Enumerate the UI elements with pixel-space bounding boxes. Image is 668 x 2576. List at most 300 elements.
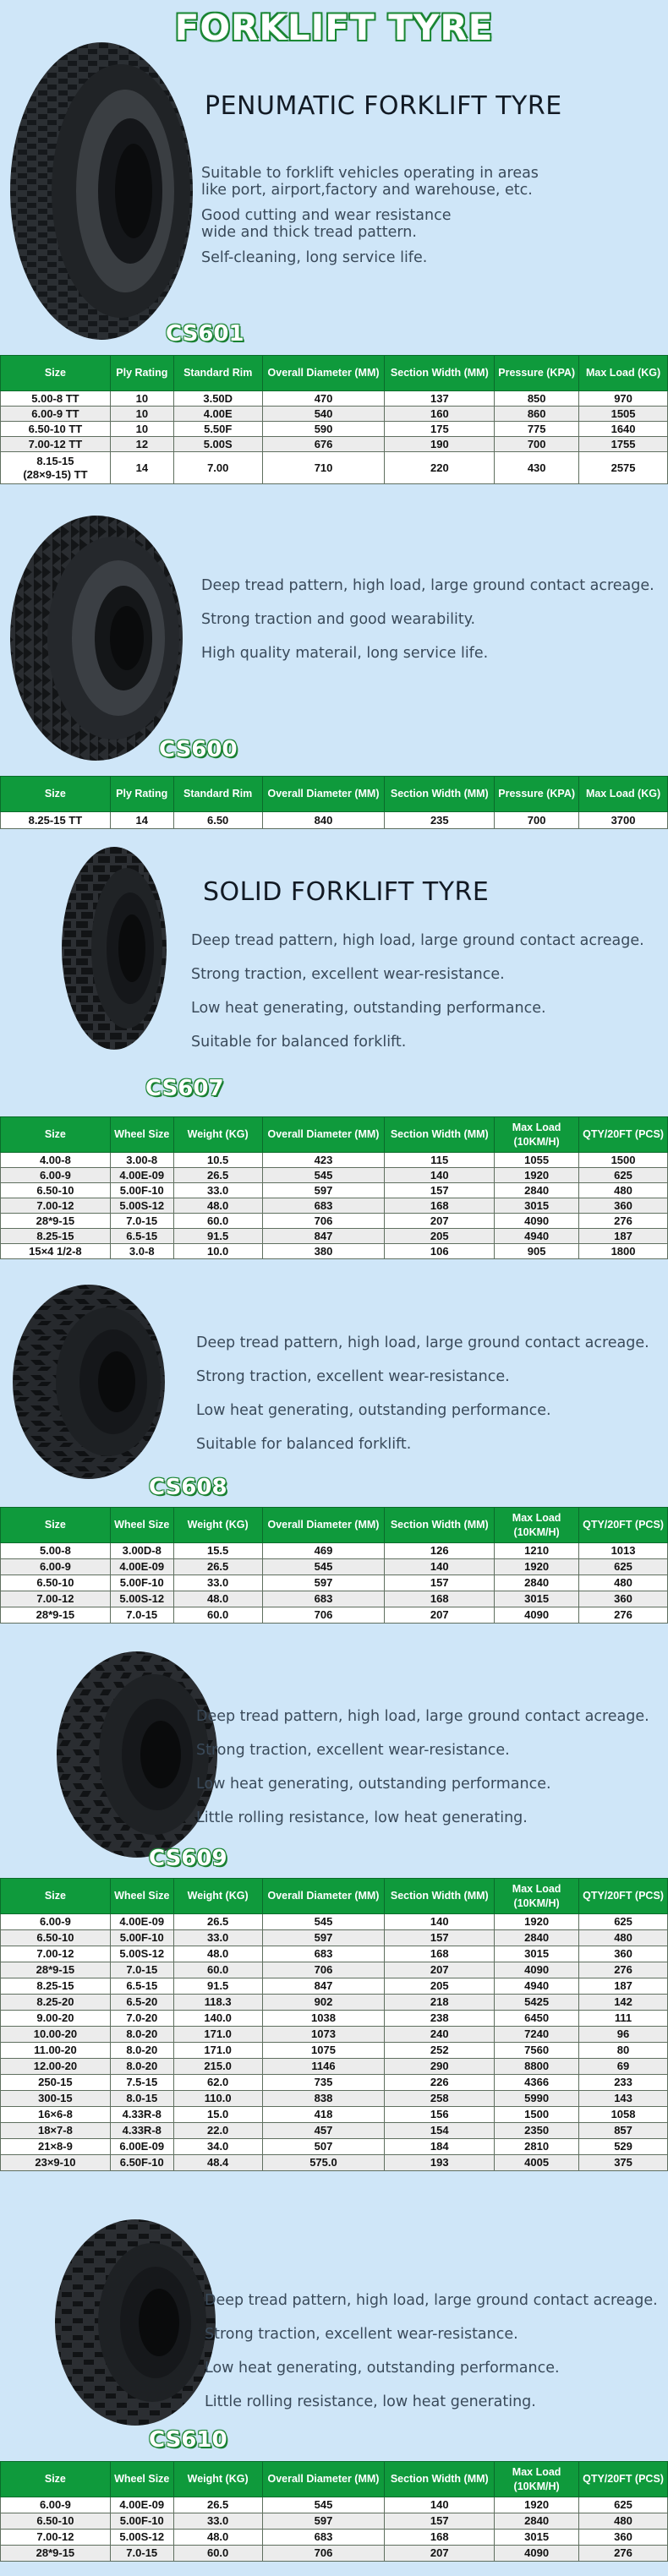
table-cell: 597: [262, 2513, 385, 2530]
table-cell: 207: [385, 1214, 495, 1229]
table-cell: 3700: [579, 812, 668, 829]
table-cell: 683: [262, 2530, 385, 2546]
feature-item: like port, airport,factory and warehouse, etc.: [201, 182, 533, 199]
table-cell: 1075: [262, 2043, 385, 2059]
spec-table-cs609: [0, 1878, 668, 2171]
tyre-image-cs607: [59, 845, 169, 1052]
column-header: Section Width (MM): [385, 1879, 495, 1914]
table-row: [1, 1168, 668, 1183]
table-cell: 1640: [579, 422, 668, 437]
table-cell: 4.00E-09: [110, 2497, 173, 2513]
table-cell: 5.00S-12: [110, 1591, 173, 1607]
table-cell: 3.00-8: [110, 1153, 173, 1168]
table-cell: 8800: [495, 2059, 579, 2075]
table-cell: 360: [579, 1591, 668, 1607]
table-cell: 418: [262, 2107, 385, 2123]
table-row: [1, 2546, 668, 2562]
table-cell: 469: [262, 1543, 385, 1559]
feature-list: [201, 577, 654, 662]
table-cell: 1920: [495, 2497, 579, 2513]
table-cell: 8.25-20: [1, 1995, 111, 2011]
table-cell: 205: [385, 1978, 495, 1995]
table-row: [1, 2043, 668, 2059]
table-cell: 276: [579, 1962, 668, 1978]
table-row: [1, 1962, 668, 1978]
feature-list: [196, 1708, 649, 1826]
table-cell: 154: [385, 2123, 495, 2139]
feature-list: [196, 1334, 649, 1453]
table-cell: 7.5-15: [110, 2075, 173, 2091]
table-cell: 7240: [495, 2027, 579, 2043]
table-cell: 5.00S-12: [110, 2530, 173, 2546]
table-cell: 12: [110, 437, 173, 452]
feature-item: Deep tread pattern, high load, large ground contact acreage.: [191, 932, 644, 949]
table-cell: 9.00-20: [1, 2011, 111, 2027]
table-cell: 6.50: [173, 812, 262, 829]
table-cell: 190: [385, 437, 495, 452]
feature-item: Low heat generating, outstanding performance.: [196, 1776, 551, 1793]
column-header: Overall Diameter (MM): [262, 1508, 385, 1543]
tyre-image-cs600: [5, 511, 187, 765]
table-cell: 300-15: [1, 2091, 111, 2107]
table-cell: 60.0: [173, 2546, 262, 2562]
table-cell: 625: [579, 1559, 668, 1575]
model-code: CS607: [145, 1076, 224, 1101]
column-header: Overall Diameter (MM): [262, 1879, 385, 1914]
table-row: [1, 2513, 668, 2530]
table-cell: 4090: [495, 1214, 579, 1229]
table-cell: 34.0: [173, 2139, 262, 2155]
table-row: [1, 2091, 668, 2107]
table-cell: 220: [385, 452, 495, 484]
table-cell: 10.00-20: [1, 2027, 111, 2043]
column-header: Section Width (MM): [385, 2462, 495, 2497]
feature-item: Self-cleaning, long service life.: [201, 249, 428, 266]
table-row: [1, 2497, 668, 2513]
table-cell: 184: [385, 2139, 495, 2155]
table-row: [1, 1153, 668, 1168]
table-cell: 545: [262, 1559, 385, 1575]
page-title: FORKLIFT TYRE: [174, 7, 494, 48]
table-cell: 48.0: [173, 1198, 262, 1214]
table-cell: 850: [495, 391, 579, 407]
table-cell: 6.5-15: [110, 1229, 173, 1244]
table-cell: 1055: [495, 1153, 579, 1168]
table-cell: 80: [579, 2043, 668, 2059]
column-header: Max Load (KG): [579, 356, 668, 391]
feature-item: wide and thick tread pattern.: [201, 224, 417, 241]
table-cell: 706: [262, 1962, 385, 1978]
table-cell: 60.0: [173, 1607, 262, 1624]
table-cell: 6.00-9: [1, 1559, 111, 1575]
table-cell: 4940: [495, 1978, 579, 1995]
tyre-image-cs610: [51, 2214, 220, 2430]
table-cell: 4940: [495, 1229, 579, 1244]
table-cell: 902: [262, 1995, 385, 2011]
table-cell: 33.0: [173, 1930, 262, 1946]
table-cell: 6450: [495, 2011, 579, 2027]
table-row: [1, 1995, 668, 2011]
column-header: Max Load (10KM/H): [495, 1879, 579, 1914]
table-cell: 28*9-15: [1, 1962, 111, 1978]
table-cell: 33.0: [173, 1183, 262, 1198]
table-cell: 215.0: [173, 2059, 262, 2075]
column-header: Max Load (10KM/H): [495, 1117, 579, 1153]
feature-item: Strong traction, excellent wear-resistance.: [205, 2326, 518, 2343]
table-cell: 15.0: [173, 2107, 262, 2123]
table-cell: 175: [385, 422, 495, 437]
column-header: Pressure (KPA): [495, 356, 579, 391]
table-row: [1, 1244, 668, 1259]
feature-list: [191, 932, 644, 1051]
table-cell: 6.50-10: [1, 1183, 111, 1198]
column-header: Max Load (10KM/H): [495, 1508, 579, 1543]
table-cell: 8.25-15: [1, 1229, 111, 1244]
table-cell: 7.0-15: [110, 1607, 173, 1624]
table-cell: 137: [385, 391, 495, 407]
feature-item: Suitable to forklift vehicles operating in areas: [201, 165, 539, 182]
table-cell: 8.0-20: [110, 2059, 173, 2075]
table-cell: 8.25-15: [1, 1978, 111, 1995]
table-cell: 240: [385, 2027, 495, 2043]
feature-item: High quality materail, long service life.: [201, 645, 489, 662]
table-cell: 1505: [579, 407, 668, 422]
table-cell: 7.0-15: [110, 1214, 173, 1229]
column-header: Weight (KG): [173, 2462, 262, 2497]
table-cell: 235: [385, 812, 495, 829]
table-cell: 625: [579, 1168, 668, 1183]
table-cell: 142: [579, 1995, 668, 2011]
table-cell: 529: [579, 2139, 668, 2155]
column-header: Max Load (10KM/H): [495, 2462, 579, 2497]
table-cell: 10.5: [173, 1153, 262, 1168]
table-cell: 48.0: [173, 1591, 262, 1607]
table-cell: 480: [579, 2513, 668, 2530]
table-cell: 683: [262, 1198, 385, 1214]
table-cell: 48.0: [173, 2530, 262, 2546]
table-cell: 157: [385, 1930, 495, 1946]
table-cell: 15.5: [173, 1543, 262, 1559]
table-cell: 258: [385, 2091, 495, 2107]
table-cell: 4005: [495, 2155, 579, 2171]
column-header: Weight (KG): [173, 1117, 262, 1153]
table-cell: 847: [262, 1229, 385, 1244]
table-cell: 48.4: [173, 2155, 262, 2171]
feature-item: Strong traction, excellent wear-resistance.: [191, 966, 505, 983]
table-row: [1, 2139, 668, 2155]
spec-table-cs601: [0, 355, 668, 484]
table-cell: 860: [495, 407, 579, 422]
table-cell: 33.0: [173, 2513, 262, 2530]
table-cell: 5.00F-10: [110, 1575, 173, 1591]
table-cell: 6.00-9: [1, 1168, 111, 1183]
column-header: Ply Rating: [110, 777, 173, 812]
feature-item: Deep tread pattern, high load, large ground contact acreage.: [196, 1334, 649, 1351]
table-cell: 575.0: [262, 2155, 385, 2171]
table-cell: 507: [262, 2139, 385, 2155]
table-cell: 7.00: [173, 452, 262, 484]
table-cell: 118.3: [173, 1995, 262, 2011]
table-cell: 14: [110, 812, 173, 829]
table-cell: 91.5: [173, 1229, 262, 1244]
table-cell: 1146: [262, 2059, 385, 2075]
table-cell: 1013: [579, 1543, 668, 1559]
table-cell: 7560: [495, 2043, 579, 2059]
table-cell: 2840: [495, 1575, 579, 1591]
table-cell: 5.50F: [173, 422, 262, 437]
table-cell: 700: [495, 437, 579, 452]
table-cell: 970: [579, 391, 668, 407]
feature-item: Low heat generating, outstanding performance.: [205, 2360, 560, 2377]
table-cell: 33.0: [173, 1575, 262, 1591]
table-cell: 106: [385, 1244, 495, 1259]
table-row: [1, 2075, 668, 2091]
table-cell: 1920: [495, 1559, 579, 1575]
table-cell: 111: [579, 2011, 668, 2027]
table-cell: 6.50-10 TT: [1, 422, 111, 437]
feature-item: Little rolling resistance, low heat generating.: [196, 1809, 528, 1826]
table-cell: 6.50-10: [1, 1575, 111, 1591]
table-cell: 360: [579, 2530, 668, 2546]
table-cell: 625: [579, 1914, 668, 1930]
table-cell: 28*9-15: [1, 1214, 111, 1229]
tyre-image-cs601: [7, 37, 197, 346]
table-cell: 207: [385, 1607, 495, 1624]
feature-list: [205, 2292, 658, 2410]
table-cell: 7.00-12: [1, 2530, 111, 2546]
spec-table-cs600: [0, 776, 668, 829]
column-header: Wheel Size: [110, 1508, 173, 1543]
table-cell: 115: [385, 1153, 495, 1168]
table-cell: 26.5: [173, 1559, 262, 1575]
table-row: [1, 1607, 668, 1624]
table-row: [1, 2123, 668, 2139]
model-code: CS601: [166, 321, 244, 347]
table-cell: 168: [385, 1946, 495, 1962]
table-cell: 28*9-15: [1, 2546, 111, 2562]
table-cell: 250-15: [1, 2075, 111, 2091]
table-cell: 457: [262, 2123, 385, 2139]
column-header: Section Width (MM): [385, 356, 495, 391]
table-cell: 6.50F-10: [110, 2155, 173, 2171]
table-cell: 96: [579, 2027, 668, 2043]
table-cell: 168: [385, 1591, 495, 1607]
table-cell: 226: [385, 2075, 495, 2091]
feature-item: Deep tread pattern, high load, large ground contact acreage.: [205, 2292, 658, 2309]
table-row: [1, 2059, 668, 2075]
table-cell: 168: [385, 2530, 495, 2546]
table-row: [1, 2155, 668, 2171]
table-cell: 252: [385, 2043, 495, 2059]
table-cell: 706: [262, 2546, 385, 2562]
spec-table-cs610: [0, 2461, 668, 2562]
table-cell: 8.0-15: [110, 2091, 173, 2107]
column-header: Weight (KG): [173, 1508, 262, 1543]
table-cell: 423: [262, 1153, 385, 1168]
table-cell: 15×4 1/2-8: [1, 1244, 111, 1259]
table-cell: 1210: [495, 1543, 579, 1559]
table-cell: 4.00E-09: [110, 1914, 173, 1930]
table-cell: 2810: [495, 2139, 579, 2155]
table-cell: 160: [385, 407, 495, 422]
table-cell: 2350: [495, 2123, 579, 2139]
feature-item: Little rolling resistance, low heat generating.: [205, 2393, 536, 2410]
table-cell: 7.00-12: [1, 1946, 111, 1962]
table-cell: 26.5: [173, 1914, 262, 1930]
column-header: Wheel Size: [110, 2462, 173, 2497]
table-cell: 840: [262, 812, 385, 829]
column-header: Overall Diameter (MM): [262, 356, 385, 391]
table-cell: 625: [579, 2497, 668, 2513]
table-cell: 360: [579, 1946, 668, 1962]
table-cell: 233: [579, 2075, 668, 2091]
table-cell: 847: [262, 1978, 385, 1995]
table-cell: 683: [262, 1946, 385, 1962]
table-cell: 276: [579, 2546, 668, 2562]
table-cell: 480: [579, 1575, 668, 1591]
table-cell: 5.00-8 TT: [1, 391, 111, 407]
column-header: Wheel Size: [110, 1879, 173, 1914]
table-cell: 430: [495, 452, 579, 484]
table-cell: 676: [262, 437, 385, 452]
column-header: Overall Diameter (MM): [262, 2462, 385, 2497]
table-cell: 735: [262, 2075, 385, 2091]
column-header: Size: [1, 1879, 111, 1914]
column-header: Standard Rim: [173, 777, 262, 812]
table-cell: 380: [262, 1244, 385, 1259]
table-cell: 8.0-20: [110, 2027, 173, 2043]
table-cell: 4.33R-8: [110, 2107, 173, 2123]
table-cell: 775: [495, 422, 579, 437]
table-cell: 1800: [579, 1244, 668, 1259]
table-cell: 207: [385, 2546, 495, 2562]
model-code: CS609: [149, 1846, 227, 1871]
tyre-image-cs608: [8, 1280, 178, 1483]
column-header: Standard Rim: [173, 356, 262, 391]
table-cell: 1920: [495, 1914, 579, 1930]
column-header: QTY/20FT (PCS): [579, 1879, 668, 1914]
table-cell: 4.33R-8: [110, 2123, 173, 2139]
table-cell: 3.50D: [173, 391, 262, 407]
table-cell: 140: [385, 2497, 495, 2513]
table-cell: 62.0: [173, 2075, 262, 2091]
feature-item: Low heat generating, outstanding performance.: [196, 1402, 551, 1419]
section-heading-pneumatic: PENUMATIC FORKLIFT TYRE: [205, 91, 562, 121]
table-cell: 10: [110, 391, 173, 407]
table-cell: 168: [385, 1198, 495, 1214]
table-cell: 597: [262, 1183, 385, 1198]
table-cell: 60.0: [173, 1962, 262, 1978]
table-cell: 6.00-9: [1, 2497, 111, 2513]
table-cell: 14: [110, 452, 173, 484]
table-cell: 375: [579, 2155, 668, 2171]
table-cell: 10: [110, 422, 173, 437]
table-cell: 156: [385, 2107, 495, 2123]
feature-item: Good cutting and wear resistance: [201, 207, 452, 224]
table-row: [1, 407, 668, 422]
model-code: CS608: [149, 1475, 227, 1500]
table-cell: 18×7-8: [1, 2123, 111, 2139]
table-row: [1, 1575, 668, 1591]
column-header: Size: [1, 777, 111, 812]
column-header: Section Width (MM): [385, 777, 495, 812]
table-cell: 3015: [495, 1198, 579, 1214]
table-row: [1, 2027, 668, 2043]
table-cell: 6.50-10: [1, 2513, 111, 2530]
table-row: [1, 437, 668, 452]
table-cell: 706: [262, 1607, 385, 1624]
column-header: Section Width (MM): [385, 1117, 495, 1153]
table-cell: 1073: [262, 2027, 385, 2043]
table-cell: 4.00E-09: [110, 1168, 173, 1183]
table-cell: 2840: [495, 2513, 579, 2530]
spec-table-cs608: [0, 1507, 668, 1624]
table-cell: 157: [385, 1575, 495, 1591]
table-cell: 7.00-12 TT: [1, 437, 111, 452]
table-cell: 1500: [579, 1153, 668, 1168]
table-cell: 140: [385, 1914, 495, 1930]
table-cell: 171.0: [173, 2027, 262, 2043]
feature-item: Suitable for balanced forklift.: [196, 1436, 412, 1453]
table-row: [1, 1930, 668, 1946]
table-cell: 5.00S-12: [110, 1198, 173, 1214]
table-cell: 126: [385, 1543, 495, 1559]
column-header: Size: [1, 356, 111, 391]
model-code: CS600: [159, 737, 238, 762]
table-cell: 7.0-20: [110, 2011, 173, 2027]
table-row: [1, 1198, 668, 1214]
table-cell: 545: [262, 1914, 385, 1930]
table-cell: 91.5: [173, 1978, 262, 1995]
section-heading-solid: SOLID FORKLIFT TYRE: [203, 877, 490, 907]
table-row: [1, 812, 668, 829]
table-row: [1, 391, 668, 407]
table-cell: 2840: [495, 1183, 579, 1198]
table-row: [1, 2530, 668, 2546]
table-cell: 276: [579, 1214, 668, 1229]
column-header: Size: [1, 2462, 111, 2497]
table-cell: 710: [262, 452, 385, 484]
table-cell: 8.25-15 TT: [1, 812, 111, 829]
table-cell: 8.15-15 (28×9-15) TT: [1, 452, 111, 484]
table-cell: 193: [385, 2155, 495, 2171]
table-cell: 3.0-8: [110, 1244, 173, 1259]
table-cell: 276: [579, 1607, 668, 1624]
table-cell: 140.0: [173, 2011, 262, 2027]
table-cell: 683: [262, 1591, 385, 1607]
table-cell: 1058: [579, 2107, 668, 2123]
table-cell: 360: [579, 1198, 668, 1214]
table-cell: 6.50-10: [1, 1930, 111, 1946]
table-cell: 143: [579, 2091, 668, 2107]
table-cell: 12.00-20: [1, 2059, 111, 2075]
table-cell: 187: [579, 1229, 668, 1244]
table-cell: 4090: [495, 1962, 579, 1978]
table-cell: 545: [262, 1168, 385, 1183]
table-cell: 857: [579, 2123, 668, 2139]
table-cell: 7.0-15: [110, 1962, 173, 1978]
table-cell: 3015: [495, 1946, 579, 1962]
column-header: Size: [1, 1117, 111, 1153]
column-header: Weight (KG): [173, 1879, 262, 1914]
table-cell: 2575: [579, 452, 668, 484]
table-cell: 4366: [495, 2075, 579, 2091]
table-cell: 480: [579, 1930, 668, 1946]
table-cell: 2840: [495, 1930, 579, 1946]
table-cell: 5425: [495, 1995, 579, 2011]
table-cell: 10: [110, 407, 173, 422]
column-header: Max Load (KG): [579, 777, 668, 812]
